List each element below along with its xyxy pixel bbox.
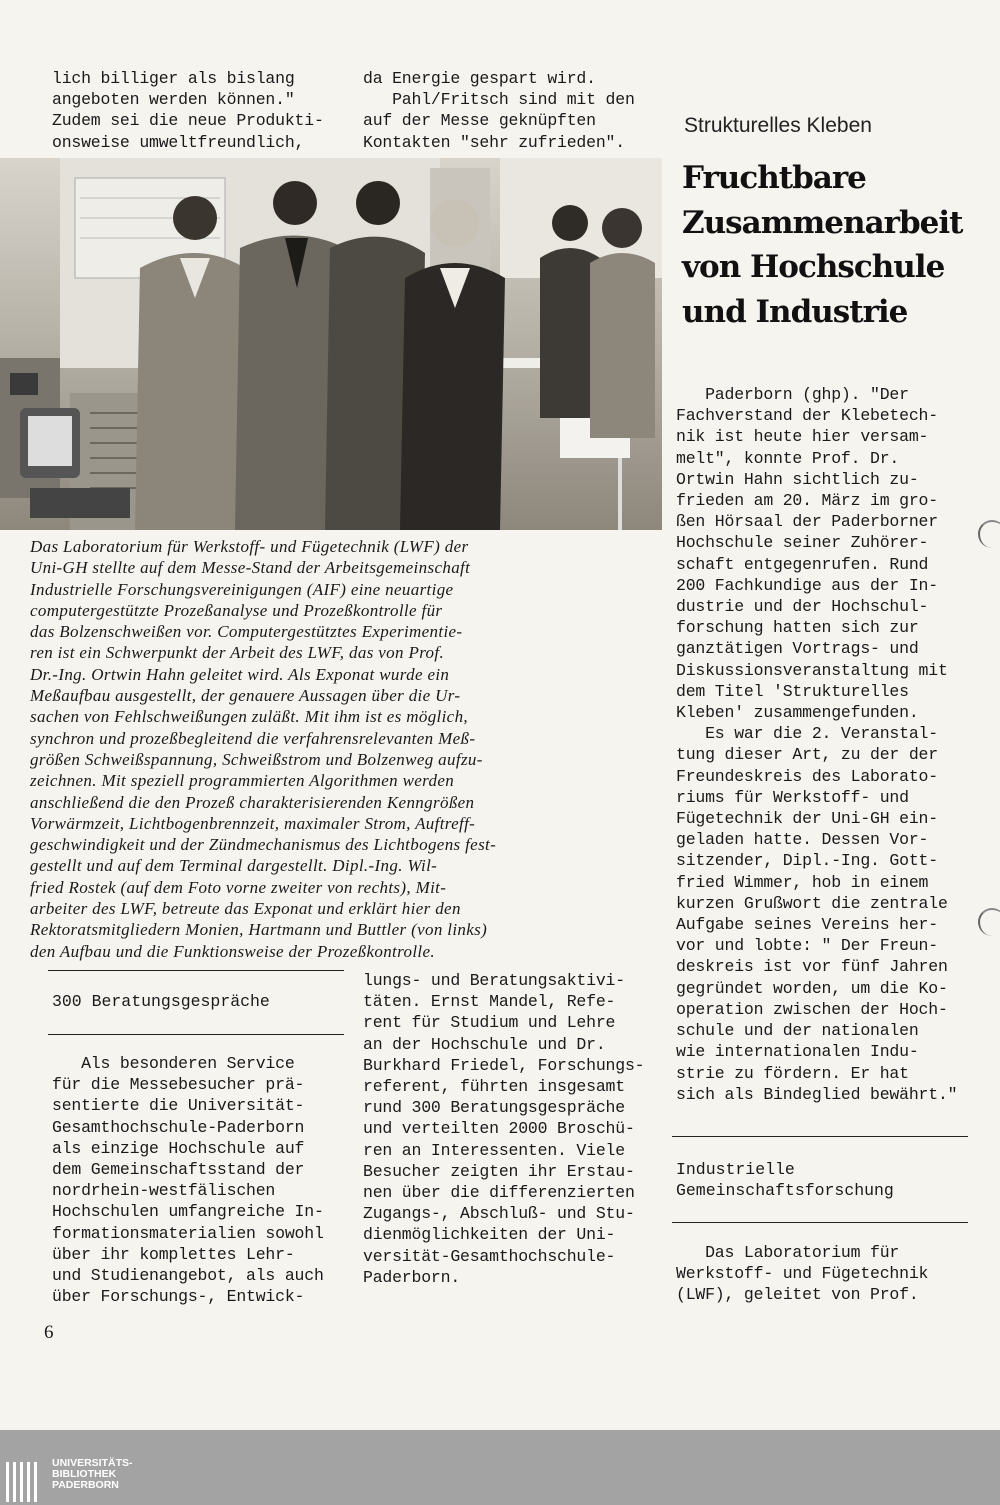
page-number: 6 — [44, 1322, 54, 1343]
article-left-col2-top: da Energie gespart wird. Pahl/Fritsch sind mit den auf der Messe geknüpften Kontakten "sehr zufrieden". — [363, 69, 635, 152]
exhibition-photo — [0, 158, 662, 530]
beratung-col2: lungs- und Beratungsaktivi- täten. Ernst Mandel, Refe- rent für Studium und Lehre an der Hochschule und Dr. Burkhard Friedel, Forschungs- referent, führten insgesamt rund 300 Beratungsgespräche und verteilten 2000 Broschü- ren an Interessenten. Viele Besucher zeigten ihr Erstau- nen über die differenzierten Zugangs-, Abschluß- und Stu- dienmöglichkeiten der Uni- versität-Gesamthochschule- Paderborn. — [363, 971, 645, 1287]
punch-hole-icon — [978, 520, 1000, 548]
right-article-body2: Das Laboratorium für Werkstoff- und Fügetechnik (LWF), geleitet von Prof. — [676, 1243, 929, 1305]
article-left-col1-top: lich billiger als bislang angeboten werden können." Zudem sei die neue Produkti- onsweise umweltfreundlich, — [52, 69, 324, 152]
rule-beratung-bottom — [48, 1034, 344, 1035]
punch-hole-icon — [978, 908, 1000, 936]
library-logo-icon — [6, 1462, 42, 1502]
photo-illustration — [0, 158, 662, 530]
article-kicker: Strukturelles Kleben — [684, 114, 872, 137]
library-footer — [0, 1430, 1000, 1505]
rule-beratung-top — [48, 970, 344, 971]
beratung-heading: 300 Beratungsgespräche — [52, 992, 270, 1011]
library-logo-text: UNIVERSITÄTS- BIBLIOTHEK PADERBORN — [52, 1457, 133, 1491]
article-headline: Fruchtbare Zusammenarbeit von Hochschule und Industrie — [682, 160, 963, 330]
photo-caption: Das Laboratorium für Werkstoff- und Fügetechnik (LWF) der Uni-GH stellte auf dem Messe-Stand der Arbeitsgemeinschaft Industrielle Forschungsvereinigungen (AIF) eine neuartige computergestützte Prozeßanalyse und Prozeßkontrolle für das Bolzenschweißen vor. Computergestütztes Experimentie- ren ist ein Schwerpunkt der Arbeit des LWF, das von Prof. Dr.-Ing. Ortwin Hahn geleitet wird. Als Exponat wurde ein Meßaufbau ausgestellt, der genauere Aussagen über die Ur- sachen von Fehlschweißungen zuläßt. Mit ihm ist es möglich, synchron und prozeßbegleitend die verfahrensrelevanten Meß- größen Schweißspannung, Schweißstrom und Bolzenweg aufzu- zeichnen. Mit speziell programmierten Algorithmen werden anschließend die den Prozeß charakterisierenden Kenngrößen Vorwärmzeit, Lichtbogenbrennzeit, maximaler Strom, Auftreff- geschwindigkeit und der Zündmechanismus des Lichtbogens fest- gestellt und auf dem Terminal dargestellt. Dipl.-Ing. Wil- fried Rostek (auf dem Foto vorne zweiter von rechts), Mit- arbeiter des LWF, betreute das Exponat und erklärt hier den Rektoratsmitgliedern Monien, Hartmann und Buttler (von links) den Aufbau und die Funktionsweise der Prozeßkontrolle. — [30, 537, 497, 961]
rule-gemeinschaft-top — [672, 1136, 968, 1137]
rule-gemeinschaft-bottom — [672, 1222, 968, 1223]
beratung-col1: Als besonderen Service für die Messebesucher prä- sentierte die Universität- Gesamthochschule-Paderborn als einzige Hochschule auf dem Gemeinschaftsstand der nordrhein-westfälischen Hochschulen umfangreiche In- formationsmaterialien sowohl über ihr komplettes Lehr- und Studienangebot, als auch über Forschungs-, Entwick- — [52, 1054, 324, 1307]
right-article-body: Paderborn (ghp). "Der Fachverstand der Klebetech- nik ist heute hier versam- melt", konnte Prof. Dr. Ortwin Hahn sichtlich zu- frieden am 20. März im gro- ßen Hörsaal der Paderborner Hochschule seiner Zuhörer- schaft entgegenrufen. Rund 200 Fachkundige aus der In- dustrie und der Hochschul- forschung hatten sich zur ganztätigen Vortrags- und Diskussionsveranstaltung mit dem Titel 'Strukturelles Kleben' zusammengefunden. Es war die 2. Veranstal- tung dieser Art, zu der der Freundeskreis des Laborato- riums für Werkstoff- und Fügetechnik der Uni-GH ein- geladen hatte. Dessen Vor- sitzender, Dipl.-Ing. Gott- fried Wimmer, hob in einem kurzen Grußwort die zentrale Aufgabe seines Vereins her- vor und lobte: " Der Freun- deskreis ist vor fünf Jahren gegründet worden, um die Ko- operation zwischen der Hoch- schule und der nationalen wie internationalen Indu- strie zu fördern. Er hat sich als Bindeglied bewährt." — [676, 385, 958, 1104]
gemeinschaft-subheading: Industrielle Gemeinschaftsforschung — [676, 1160, 894, 1200]
